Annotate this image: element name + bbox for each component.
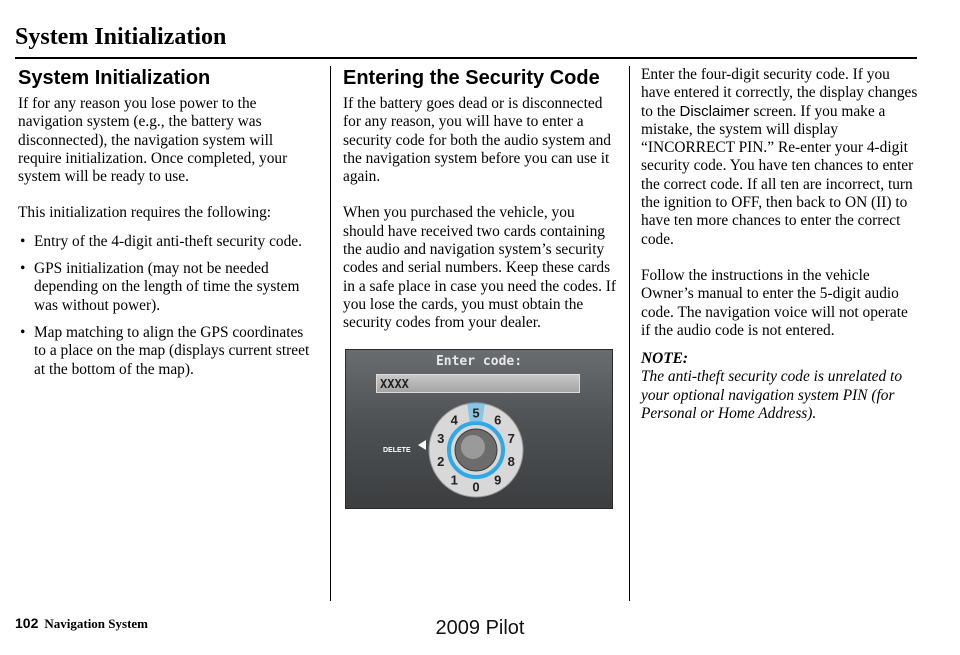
dial-digit-6[interactable]: 6 [494,412,502,428]
dial-digit-7[interactable]: 7 [507,430,515,446]
note-label: NOTE: [641,350,689,368]
list-item: • GPS initialization (may not be needed depending on the length of time the system was without power). [18,260,318,315]
watermark: 2009 Pilot [435,617,525,639]
enter-code-screen [345,349,613,509]
dial-digit-1[interactable]: 1 [450,471,458,487]
dial-digit-8[interactable]: 8 [507,453,515,469]
entry-text: Enter the four-digit security code. If you have entered it correctly, the display changes to the [641,66,918,120]
audio-code-paragraph: Follow the instructions in the vehicle Owner’s manual to enter the 5-digit audio code. The navigation voice will not operate if the audio code is not entered. [641,266,908,339]
page-title: System Initialization [15,24,227,50]
column-initialization [18,66,318,388]
list-item: • Entry of the 4-digit anti-theft security code. [18,233,318,251]
dial-digit-3[interactable]: 3 [437,430,445,446]
delete-button[interactable]: DELETE [383,446,411,454]
section-heading-security-code: Entering the Security Code [343,67,600,89]
column-divider [629,66,630,601]
battery-paragraph: If the battery goes dead or is disconnected for any reason, you will have to enter a security code for both the audio system and the navigation system before you can use it again. [343,95,611,186]
column-divider [330,66,331,601]
footer-section: Navigation System [44,616,148,631]
delete-arrow-icon [418,440,426,450]
column-instructions [641,66,921,423]
note-body: The anti-theft security code is unrelated to your optional navigation system PIN (for Personal or Home Address). [641,368,903,423]
dial-digit-2[interactable]: 2 [437,453,445,469]
dial-digit-0[interactable]: 0 [472,479,480,495]
requirements-paragraph: This initialization requires the following: [18,204,272,222]
entry-paragraph [641,66,921,249]
code-input[interactable]: XXXX [376,374,580,393]
digit-dial[interactable] [426,400,526,500]
requirements-list [18,233,318,379]
cards-paragraph: When you purchased the vehicle, you should have received two cards containing the audio and navigation system’s security codes and serial numbers. Keep these cards in a safe place in case you need the codes. If you lose the cards, you must obtain the security codes from your dealer. [343,204,617,332]
dial-digit-5[interactable]: 5 [472,405,480,421]
disclaimer-term: Disclaimer [679,102,750,120]
entry-text-cont: screen. If you make a mistake, the system will display “INCORRECT PIN.” Re-enter your 4-digit security code. You have ten chances to enter the correct code. If all ten are incorrect, turn the ignition to OFF, then back to ON (II) to have ten more chances to enter the correct code. [641,102,914,248]
section-heading-initialization: System Initialization [18,67,211,89]
dial-digit-4[interactable]: 4 [450,412,458,428]
intro-paragraph: If for any reason you lose power to the navigation system (e.g., the battery was disconnected), the navigation system will require initialization. Once completed, your system will be ready to use. [18,95,288,186]
dial-digit-9[interactable]: 9 [494,471,502,487]
header-rule [15,57,917,59]
page-number: 102 [15,615,39,631]
list-item: • Map matching to align the GPS coordinates to a place on the map (displays current street at the bottom of the map). [18,324,318,379]
column-security-code [343,66,618,509]
enter-code-title: Enter code: [435,353,523,369]
dial-knob-highlight [461,435,485,459]
